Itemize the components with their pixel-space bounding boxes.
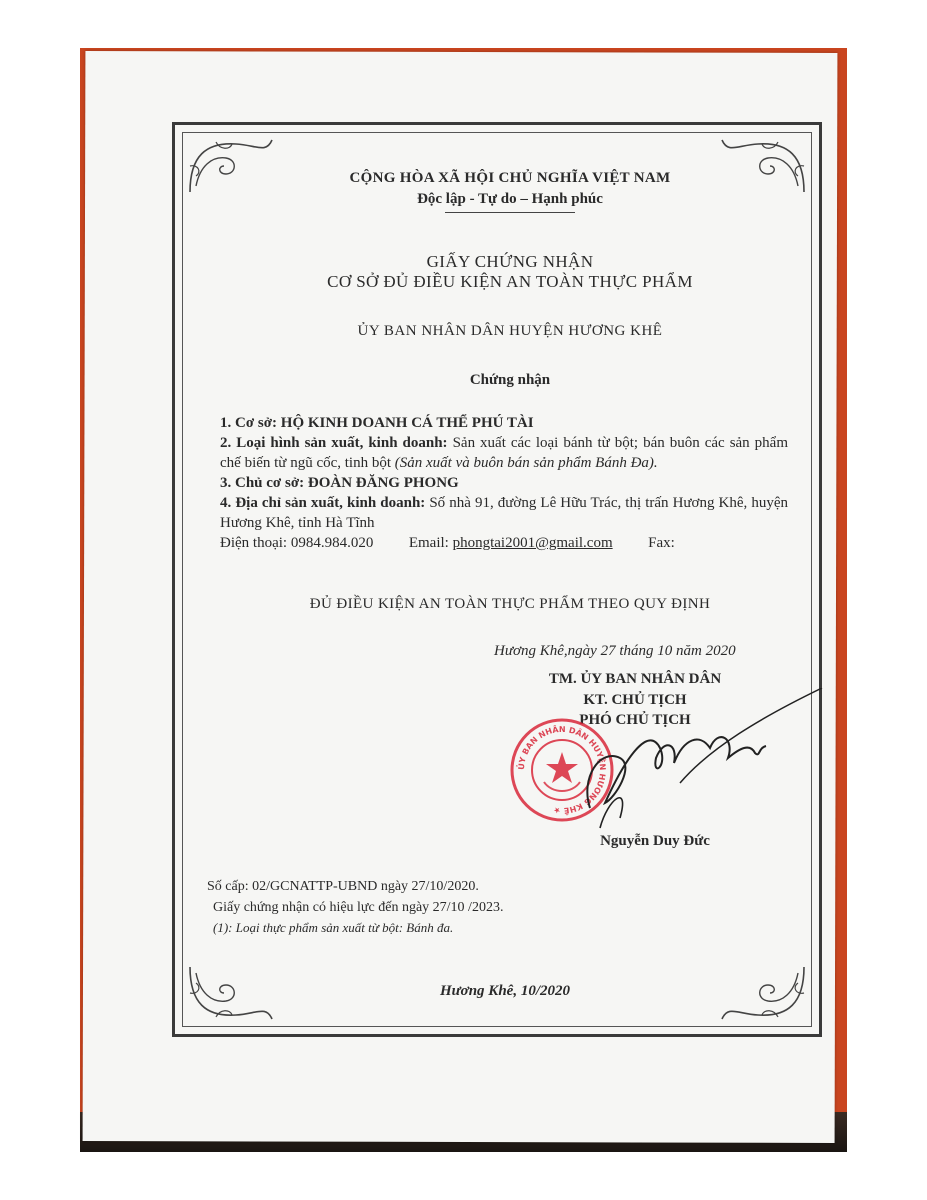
footnote: (1): Loại thực phẩm sản xuất từ bột: Bánh đa. [213, 920, 454, 935]
signer-name: Nguyễn Duy Đức [600, 833, 710, 849]
issue-number: Số cấp: 02/GCNATTP-UBND ngày 27/10/2020. [207, 879, 479, 894]
certificate-subtitle: CƠ SỞ ĐỦ ĐIỀU KIỆN AN TOÀN THỰC PHẨM [327, 272, 693, 291]
owner-line [220, 473, 788, 493]
facility-line [220, 413, 788, 433]
business-type-label: 2. Loại hình sản xuất, kinh doanh: [220, 435, 448, 451]
contact-line [220, 533, 788, 553]
national-motto: Độc lập - Tự do – Hạnh phúc [417, 191, 603, 207]
qualification-statement: ĐỦ ĐIỀU KIỆN AN TOÀN THỰC PHẨM THEO QUY ĐỊNH [309, 596, 711, 612]
national-header: CỘNG HÒA XÃ HỘI CHỦ NGHĨA VIỆT NAM [349, 170, 671, 186]
certificate-details [220, 413, 788, 553]
corner-ornament-top-right [718, 136, 808, 196]
phone-value: 0984.984.020 [290, 535, 374, 551]
address-label: 4. Địa chỉ sản xuất, kinh doanh: [220, 495, 426, 511]
address-line [220, 493, 788, 533]
email-value: phongtai2001@gmail.com [452, 535, 613, 551]
business-type-line [220, 433, 788, 473]
corner-ornament-top-left [186, 136, 276, 196]
phone-label: Điện thoại: [220, 535, 288, 551]
certifies-heading: Chứng nhận [469, 372, 551, 388]
facility-label: 1. Cơ sở: [220, 415, 278, 431]
business-type-note: (Sản xuất và buôn bán sản phẩm Bánh Đa). [394, 455, 658, 471]
owner-value: ĐOÀN ĐĂNG PHONG [307, 475, 459, 491]
certificate-title: GIẤY CHỨNG NHẬN [426, 252, 594, 271]
validity-date: Giấy chứng nhận có hiệu lực đến ngày 27/10 /2023. [213, 900, 504, 915]
business-type-value: Sản xuất các loại bánh từ bột; bán buôn các sản phẩm chế biến từ ngũ cốc, tinh bột [220, 435, 788, 471]
address-value: Số nhà 91, đường Lê Hữu Trác, thị trấn Hương Khê, huyện Hương Khê, tỉnh Hà Tĩnh [220, 495, 788, 531]
signature-title-2: KT. CHỦ TỊCH [583, 692, 687, 708]
email-label: Email: [408, 535, 449, 551]
footer-place-month: Hương Khê, 10/2020 [440, 983, 570, 999]
issuing-authority: ỦY BAN NHÂN DÂN HUYỆN HƯƠNG KHÊ [357, 323, 663, 339]
svg-text:ỦY BAN NHÂN DÂN HUYỆN HƯƠNG KH: ỦY BAN NHÂN DÂN HUYỆN HƯƠNG KHÊ ★ [516, 724, 608, 816]
signature-title-3: PHÓ CHỦ TỊCH [579, 712, 691, 728]
facility-value: HỘ KINH DOANH CÁ THỂ PHÚ TÀI [280, 415, 534, 431]
place-and-date: Hương Khê,ngày 27 tháng 10 năm 2020 [494, 643, 736, 659]
corner-ornament-bottom-right [718, 963, 808, 1023]
owner-label: 3. Chủ cơ sở: [220, 475, 305, 491]
fax-label: Fax: [648, 535, 675, 551]
signature-title-1: TM. ỦY BAN NHÂN DÂN [548, 671, 722, 687]
corner-ornament-bottom-left [186, 963, 276, 1023]
motto-underline [445, 212, 575, 213]
handwritten-signature [560, 688, 830, 838]
